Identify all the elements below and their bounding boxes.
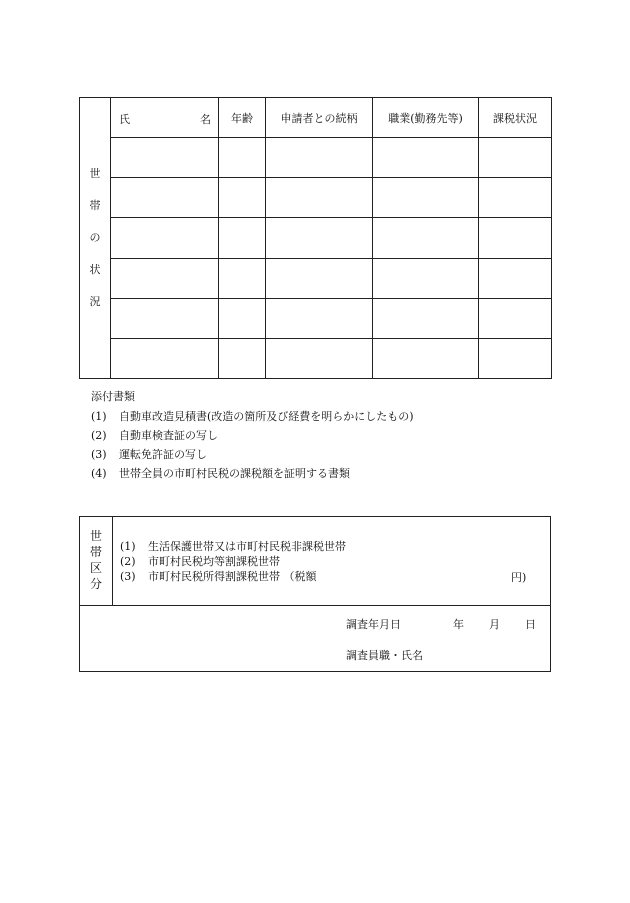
relation-cell[interactable] xyxy=(266,258,373,298)
household-category-box xyxy=(79,516,551,672)
survey-date-label: 調査年月日 xyxy=(346,618,401,631)
category-section xyxy=(80,517,550,606)
name-cell[interactable] xyxy=(111,138,219,178)
tax-status-cell[interactable] xyxy=(479,298,552,338)
occupation-cell[interactable] xyxy=(373,218,479,258)
tax-amount-yen: 円) xyxy=(511,571,527,584)
list-item: (1) 自動車改造見積書(改造の箇所及び経費を明らかにしたもの) xyxy=(91,410,414,423)
age-cell[interactable] xyxy=(219,338,266,378)
table-row xyxy=(80,298,552,338)
occupation-cell[interactable] xyxy=(373,258,479,298)
survey-day: 日 xyxy=(525,618,536,631)
header-relation: 申請者との続柄 xyxy=(266,98,373,138)
table-row xyxy=(80,338,552,378)
tax-status-cell[interactable] xyxy=(479,258,552,298)
name-cell[interactable] xyxy=(111,338,219,378)
relation-cell[interactable] xyxy=(266,298,373,338)
header-occupation: 職業(勤務先等) xyxy=(373,98,479,138)
relation-cell[interactable] xyxy=(266,178,373,218)
relation-cell[interactable] xyxy=(266,138,373,178)
age-cell[interactable] xyxy=(219,298,266,338)
household-table xyxy=(79,97,552,379)
category-options xyxy=(120,539,346,584)
table-row xyxy=(80,178,552,218)
tax-status-cell[interactable] xyxy=(479,218,552,258)
relation-cell[interactable] xyxy=(266,218,373,258)
list-item: (2) 自動車検査証の写し xyxy=(91,429,218,442)
list-item: (4) 世帯全員の市町村民税の課税額を証明する書類 xyxy=(91,467,350,480)
relation-cell[interactable] xyxy=(266,338,373,378)
occupation-cell[interactable] xyxy=(373,338,479,378)
survey-staff-label: 調査員職・氏名 xyxy=(346,649,423,662)
header-tax-status: 課税状況 xyxy=(479,98,552,138)
survey-year: 年 xyxy=(453,618,464,631)
category-option-1[interactable]: (1) 生活保護世帯又は市町村民税非課税世帯 xyxy=(120,540,346,553)
name-cell[interactable] xyxy=(111,298,219,338)
tax-status-cell[interactable] xyxy=(479,338,552,378)
category-option-2[interactable]: (2) 市町村民税均等割課税世帯 xyxy=(120,555,280,568)
name-cell[interactable] xyxy=(111,258,219,298)
occupation-cell[interactable] xyxy=(373,138,479,178)
list-item: (3) 運転免許証の写し xyxy=(91,448,207,461)
table-row xyxy=(80,218,552,258)
age-cell[interactable] xyxy=(219,138,266,178)
header-age: 年齢 xyxy=(219,98,266,138)
tax-status-cell[interactable] xyxy=(479,178,552,218)
occupation-cell[interactable] xyxy=(373,178,479,218)
household-status-label: 世 帯 の 状 況 xyxy=(80,98,111,379)
header-name: 氏 名 xyxy=(111,98,219,138)
attachments-title: 添付書類 xyxy=(91,390,135,403)
age-cell[interactable] xyxy=(219,178,266,218)
survey-month: 月 xyxy=(489,618,500,631)
occupation-cell[interactable] xyxy=(373,298,479,338)
category-option-3[interactable]: (3) 市町村民税所得割課税世帯 （税額 xyxy=(120,570,317,583)
table-row xyxy=(80,258,552,298)
table-row xyxy=(80,138,552,178)
household-category-label: 世 帯 区 分 xyxy=(80,517,113,605)
age-cell[interactable] xyxy=(219,218,266,258)
tax-status-cell[interactable] xyxy=(479,138,552,178)
attachments-section xyxy=(91,387,414,483)
name-cell[interactable] xyxy=(111,178,219,218)
age-cell[interactable] xyxy=(219,258,266,298)
name-cell[interactable] xyxy=(111,218,219,258)
